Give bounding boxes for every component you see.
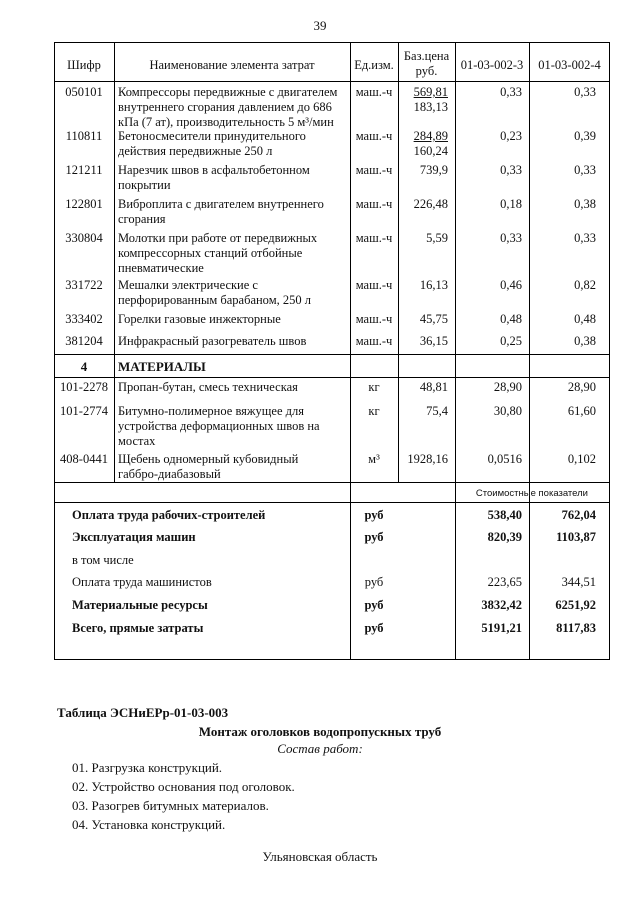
header-price-unit: руб. bbox=[415, 64, 438, 78]
row-price: 5,59 bbox=[426, 231, 448, 245]
row-code: 101-2278 bbox=[60, 380, 108, 394]
row-value-col1: 0,46 bbox=[500, 278, 522, 292]
row-unit: м³ bbox=[368, 452, 380, 466]
header-name: Наименование элемента затрат bbox=[149, 58, 315, 72]
row-value-col2: 0,38 bbox=[574, 334, 596, 348]
summary-value-col2: 1103,87 bbox=[556, 530, 596, 544]
row-name-line: Щебень одномерный кубовидный bbox=[118, 452, 299, 466]
row-unit: маш.-ч bbox=[355, 163, 393, 177]
row-unit: кг bbox=[368, 380, 380, 394]
row-name-line: внутреннего сгорания давлением до 686 bbox=[118, 100, 332, 114]
row-code: 331722 bbox=[65, 278, 103, 292]
summary-unit: руб bbox=[364, 598, 384, 612]
header-rule bbox=[54, 81, 610, 82]
row-value-col1: 0,0516 bbox=[487, 452, 522, 466]
next-table-title: Таблица ЭСНиЕРр-01-03-003 bbox=[57, 705, 229, 720]
summary-value-col2: 8117,83 bbox=[556, 621, 596, 635]
work-item: 01. Разгрузка конструкций. bbox=[72, 760, 223, 775]
row-price: 16,13 bbox=[419, 278, 448, 292]
row-value-col2: 28,90 bbox=[567, 380, 596, 394]
row-price: 48,81 bbox=[419, 380, 448, 394]
row-price: 739,9 bbox=[419, 163, 448, 177]
header-col1: 01-03-002-3 bbox=[460, 58, 524, 72]
row-code: 101-2774 bbox=[60, 404, 108, 418]
row-value-col2: 0,39 bbox=[574, 129, 596, 143]
row-price: 226,48 bbox=[413, 197, 448, 211]
row-price: 36,15 bbox=[419, 334, 448, 348]
row-code: 122801 bbox=[65, 197, 103, 211]
row-price: 75,4 bbox=[426, 404, 448, 418]
summary-unit: руб bbox=[364, 508, 384, 522]
row-price: 45,75 bbox=[419, 312, 448, 326]
row-name-line: Горелки газовые инжекторные bbox=[118, 312, 281, 326]
row-unit: маш.-ч bbox=[355, 197, 393, 211]
header-unit: Ед.изм. bbox=[354, 58, 394, 72]
summary-unit: руб bbox=[364, 621, 384, 635]
row-name-line: Компрессоры передвижные с двигателем bbox=[118, 85, 338, 99]
row-price: 569,81 bbox=[413, 85, 448, 99]
row-value-col1: 0,33 bbox=[500, 231, 522, 245]
summary-label: Эксплуатация машин bbox=[72, 530, 196, 544]
row-name-line: устройства деформационных швов на bbox=[118, 419, 320, 433]
summary-value-col1: 538,40 bbox=[487, 508, 522, 522]
row-name-line: Нарезчик швов в асфальтобетонном bbox=[118, 163, 310, 177]
summary-label: Оплата труда рабочих-строителей bbox=[72, 508, 266, 522]
row-price: 1928,16 bbox=[407, 452, 448, 466]
row-unit: маш.-ч bbox=[355, 129, 393, 143]
section-rule-bottom bbox=[54, 377, 610, 378]
works-label: Состав работ: bbox=[277, 741, 363, 756]
row-value-col1: 0,23 bbox=[500, 129, 522, 143]
row-unit: маш.-ч bbox=[355, 334, 393, 348]
row-code: 330804 bbox=[65, 231, 103, 245]
work-item: 02. Устройство основания под оголовок. bbox=[72, 779, 295, 794]
row-unit: маш.-ч bbox=[355, 312, 393, 326]
page-number: 39 bbox=[313, 18, 327, 33]
summary-value-col2: 344,51 bbox=[561, 575, 596, 589]
row-value-col2: 0,82 bbox=[574, 278, 596, 292]
row-name-line: Мешалки электрические с bbox=[118, 278, 258, 292]
row-value-col1: 0,25 bbox=[500, 334, 522, 348]
summary-value-col1: 223,65 bbox=[487, 575, 522, 589]
row-name-line: Бетоносмесители принудительного bbox=[118, 129, 306, 143]
row-value-col1: 28,90 bbox=[493, 380, 522, 394]
summary-label: в том числе bbox=[72, 553, 134, 567]
row-code: 333402 bbox=[65, 312, 103, 326]
row-code: 121211 bbox=[65, 163, 103, 177]
next-table-subtitle: Монтаж оголовков водопропускных труб bbox=[198, 724, 442, 739]
summary-value-col1: 5191,21 bbox=[481, 621, 522, 635]
row-name-line: покрытии bbox=[118, 178, 171, 192]
header-col2: 01-03-002-4 bbox=[538, 58, 601, 72]
summary-label: Оплата труда машинистов bbox=[72, 575, 212, 589]
row-name-line: габбро-диабазовый bbox=[118, 467, 221, 481]
row-value-col2: 0,33 bbox=[574, 163, 596, 177]
row-name-line: Битумно-полимерное вяжущее для bbox=[118, 404, 305, 418]
row-price-secondary: 160,24 bbox=[413, 144, 448, 158]
row-name-line: Виброплита с двигателем внутреннего bbox=[118, 197, 324, 211]
row-name-line: кПа (7 ат), производительность 5 м³/мин bbox=[118, 115, 334, 129]
row-price: 284,89 bbox=[413, 129, 448, 143]
cost-indicators-header: Стоимостные показатели bbox=[475, 488, 588, 499]
summary-label: Материальные ресурсы bbox=[72, 598, 208, 612]
row-name-line: Инфракрасный разогреватель швов bbox=[118, 334, 307, 348]
row-price-secondary: 183,13 bbox=[413, 100, 448, 114]
row-unit: маш.-ч bbox=[355, 85, 393, 99]
col-divider-code bbox=[114, 42, 115, 482]
summary-value-col2: 762,04 bbox=[561, 508, 596, 522]
row-value-col1: 0,33 bbox=[500, 85, 522, 99]
row-value-col2: 61,60 bbox=[567, 404, 596, 418]
row-name-line: Пропан-бутан, смесь техническая bbox=[118, 380, 298, 394]
row-value-col2: 0,102 bbox=[567, 452, 596, 466]
row-value-col2: 0,33 bbox=[574, 231, 596, 245]
section-number: 4 bbox=[80, 359, 88, 374]
row-unit: маш.-ч bbox=[355, 231, 393, 245]
section-title: МАТЕРИАЛЫ bbox=[118, 359, 206, 374]
summary-label: Всего, прямые затраты bbox=[72, 621, 204, 635]
row-value-col1: 0,33 bbox=[500, 163, 522, 177]
row-name-line: перфорированным барабаном, 250 л bbox=[118, 293, 311, 307]
row-code: 408-0441 bbox=[60, 452, 108, 466]
summary-unit: руб bbox=[364, 530, 384, 544]
header-price: Баз.цена bbox=[403, 49, 450, 63]
row-value-col1: 0,18 bbox=[500, 197, 522, 211]
row-name-line: сгорания bbox=[118, 212, 166, 226]
row-value-col2: 0,38 bbox=[574, 197, 596, 211]
row-value-col2: 0,33 bbox=[574, 85, 596, 99]
summary-value-col1: 3832,42 bbox=[481, 598, 522, 612]
row-name-line: пневматические bbox=[118, 261, 204, 275]
work-item: 03. Разогрев битумных материалов. bbox=[72, 798, 269, 813]
footer-region: Ульяновская область bbox=[262, 849, 378, 864]
row-name-line: действия передвижные 250 л bbox=[118, 144, 273, 158]
cost-rule bbox=[54, 502, 610, 503]
row-value-col1: 0,48 bbox=[500, 312, 522, 326]
row-unit: кг bbox=[368, 404, 380, 418]
row-unit: маш.-ч bbox=[355, 278, 393, 292]
summary-unit: руб bbox=[364, 575, 384, 589]
row-code: 110811 bbox=[65, 129, 103, 143]
materials-rule bbox=[54, 482, 610, 483]
row-value-col1: 30,80 bbox=[493, 404, 522, 418]
summary-value-col2: 6251,92 bbox=[555, 598, 596, 612]
row-name-line: мостах bbox=[118, 434, 156, 448]
work-item: 04. Установка конструкций. bbox=[72, 817, 226, 832]
row-name-line: Молотки при работе от передвижных bbox=[118, 231, 318, 245]
row-value-col2: 0,48 bbox=[574, 312, 596, 326]
section-rule-top bbox=[54, 354, 610, 355]
row-name-line: компрессорных станций отбойные bbox=[118, 246, 303, 260]
row-code: 381204 bbox=[65, 334, 103, 348]
summary-value-col1: 820,39 bbox=[487, 530, 522, 544]
row-code: 050101 bbox=[65, 85, 103, 99]
header-code: Шифр bbox=[67, 58, 101, 72]
